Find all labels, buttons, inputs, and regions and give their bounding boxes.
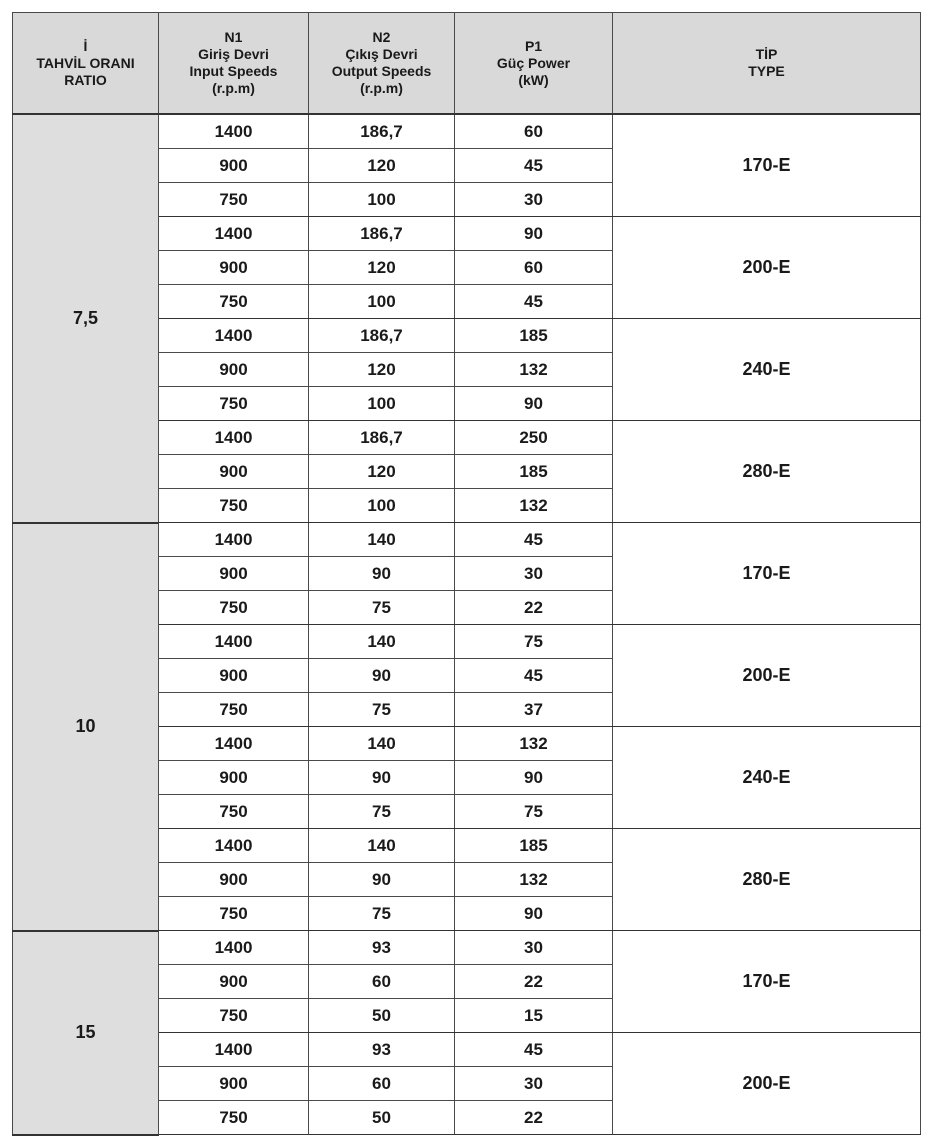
table-row: [13, 523, 921, 557]
input-speed-cell: 1400: [159, 1033, 309, 1067]
output-speed-cell: 186,7: [309, 217, 455, 251]
input-speed-cell: 1400: [159, 625, 309, 659]
ratio-cell: 7,5: [13, 114, 159, 523]
input-speed-cell: 900: [159, 1067, 309, 1101]
input-speed-cell: 750: [159, 693, 309, 727]
input-speed-cell: 1400: [159, 114, 309, 149]
input-speed-cell: 750: [159, 387, 309, 421]
power-cell: 75: [455, 625, 613, 659]
table-body: [13, 114, 921, 1135]
output-speed-cell: 90: [309, 863, 455, 897]
output-speed-cell: 100: [309, 387, 455, 421]
input-speed-cell: 1400: [159, 319, 309, 353]
input-speed-cell: 750: [159, 897, 309, 931]
input-speed-cell: 900: [159, 557, 309, 591]
header-n1-en: Input Speeds: [189, 63, 278, 79]
header-output-speed: [309, 13, 455, 115]
power-cell: 22: [455, 1101, 613, 1135]
output-speed-cell: 140: [309, 625, 455, 659]
output-speed-cell: 60: [309, 1067, 455, 1101]
output-speed-cell: 93: [309, 931, 455, 965]
input-speed-cell: 900: [159, 251, 309, 285]
header-n2-tr: Çıkış Devri: [345, 46, 418, 62]
output-speed-cell: 186,7: [309, 114, 455, 149]
header-n1-tr: Giriş Devri: [198, 46, 269, 62]
input-speed-cell: 900: [159, 965, 309, 999]
power-cell: 37: [455, 693, 613, 727]
output-speed-cell: 93: [309, 1033, 455, 1067]
type-cell: 200-E: [613, 1033, 921, 1135]
table-header: [13, 13, 921, 115]
output-speed-cell: 75: [309, 897, 455, 931]
power-cell: 250: [455, 421, 613, 455]
input-speed-cell: 750: [159, 795, 309, 829]
power-cell: 185: [455, 455, 613, 489]
input-speed-cell: 900: [159, 149, 309, 183]
input-speed-cell: 750: [159, 591, 309, 625]
header-type-en: TYPE: [748, 63, 785, 79]
gear-ratio-spec-table: [12, 12, 921, 1136]
power-cell: 60: [455, 114, 613, 149]
output-speed-cell: 75: [309, 591, 455, 625]
power-cell: 60: [455, 251, 613, 285]
header-p1: P1: [524, 37, 543, 54]
output-speed-cell: 120: [309, 455, 455, 489]
input-speed-cell: 750: [159, 489, 309, 523]
output-speed-cell: 75: [309, 693, 455, 727]
input-speed-cell: 1400: [159, 217, 309, 251]
header-input-speed: [159, 13, 309, 115]
ratio-cell: 10: [13, 523, 159, 931]
output-speed-cell: 50: [309, 1101, 455, 1135]
type-cell: 200-E: [613, 625, 921, 727]
input-speed-cell: 900: [159, 863, 309, 897]
output-speed-cell: 120: [309, 251, 455, 285]
power-cell: 132: [455, 489, 613, 523]
output-speed-cell: 75: [309, 795, 455, 829]
type-cell: 280-E: [613, 829, 921, 931]
type-cell: 200-E: [613, 217, 921, 319]
power-cell: 90: [455, 761, 613, 795]
spec-table-container: [12, 12, 920, 1136]
output-speed-cell: 120: [309, 353, 455, 387]
input-speed-cell: 1400: [159, 523, 309, 557]
power-cell: 90: [455, 217, 613, 251]
type-cell: 240-E: [613, 727, 921, 829]
power-cell: 185: [455, 319, 613, 353]
output-speed-cell: 120: [309, 149, 455, 183]
power-cell: 132: [455, 727, 613, 761]
header-n2: N2: [372, 29, 391, 45]
type-cell: 170-E: [613, 931, 921, 1033]
header-p1-unit: (kW): [518, 71, 549, 88]
header-type-tr: TİP: [755, 46, 778, 62]
power-cell: 185: [455, 829, 613, 863]
output-speed-cell: 100: [309, 489, 455, 523]
header-ratio-en: RATIO: [64, 71, 107, 88]
output-speed-cell: 140: [309, 727, 455, 761]
power-cell: 30: [455, 1067, 613, 1101]
power-cell: 15: [455, 999, 613, 1033]
output-speed-cell: 100: [309, 183, 455, 217]
power-cell: 45: [455, 659, 613, 693]
type-cell: 170-E: [613, 114, 921, 217]
header-n1-unit: (r.p.m): [212, 80, 255, 96]
ratio-cell: 15: [13, 931, 159, 1135]
input-speed-cell: 750: [159, 1101, 309, 1135]
header-n1: N1: [224, 29, 243, 45]
output-speed-cell: 186,7: [309, 319, 455, 353]
header-n2-en: Output Speeds: [331, 63, 432, 79]
power-cell: 75: [455, 795, 613, 829]
output-speed-cell: 186,7: [309, 421, 455, 455]
input-speed-cell: 900: [159, 761, 309, 795]
header-ratio-tr: TAHVİL ORANI: [36, 54, 135, 71]
output-speed-cell: 100: [309, 285, 455, 319]
output-speed-cell: 50: [309, 999, 455, 1033]
output-speed-cell: 90: [309, 659, 455, 693]
output-speed-cell: 60: [309, 965, 455, 999]
table-row: [13, 931, 921, 965]
input-speed-cell: 1400: [159, 829, 309, 863]
header-ratio: [13, 13, 159, 115]
power-cell: 30: [455, 557, 613, 591]
input-speed-cell: 900: [159, 659, 309, 693]
power-cell: 45: [455, 523, 613, 557]
type-cell: 280-E: [613, 421, 921, 523]
input-speed-cell: 1400: [159, 727, 309, 761]
type-cell: 170-E: [613, 523, 921, 625]
input-speed-cell: 750: [159, 285, 309, 319]
power-cell: 45: [455, 149, 613, 183]
header-p1-label: Güç Power: [496, 54, 571, 71]
input-speed-cell: 750: [159, 183, 309, 217]
power-cell: 22: [455, 591, 613, 625]
power-cell: 132: [455, 863, 613, 897]
power-cell: 45: [455, 1033, 613, 1067]
output-speed-cell: 140: [309, 523, 455, 557]
power-cell: 90: [455, 387, 613, 421]
header-type: [613, 13, 921, 115]
power-cell: 45: [455, 285, 613, 319]
header-ratio-symbol: İ: [83, 37, 88, 54]
input-speed-cell: 1400: [159, 421, 309, 455]
power-cell: 90: [455, 897, 613, 931]
header-power: [455, 13, 613, 115]
power-cell: 30: [455, 183, 613, 217]
header-n2-unit: (r.p.m): [360, 80, 403, 96]
output-speed-cell: 90: [309, 761, 455, 795]
output-speed-cell: 90: [309, 557, 455, 591]
input-speed-cell: 900: [159, 353, 309, 387]
input-speed-cell: 900: [159, 455, 309, 489]
power-cell: 30: [455, 931, 613, 965]
power-cell: 132: [455, 353, 613, 387]
table-row: [13, 114, 921, 149]
power-cell: 22: [455, 965, 613, 999]
output-speed-cell: 140: [309, 829, 455, 863]
input-speed-cell: 1400: [159, 931, 309, 965]
type-cell: 240-E: [613, 319, 921, 421]
input-speed-cell: 750: [159, 999, 309, 1033]
